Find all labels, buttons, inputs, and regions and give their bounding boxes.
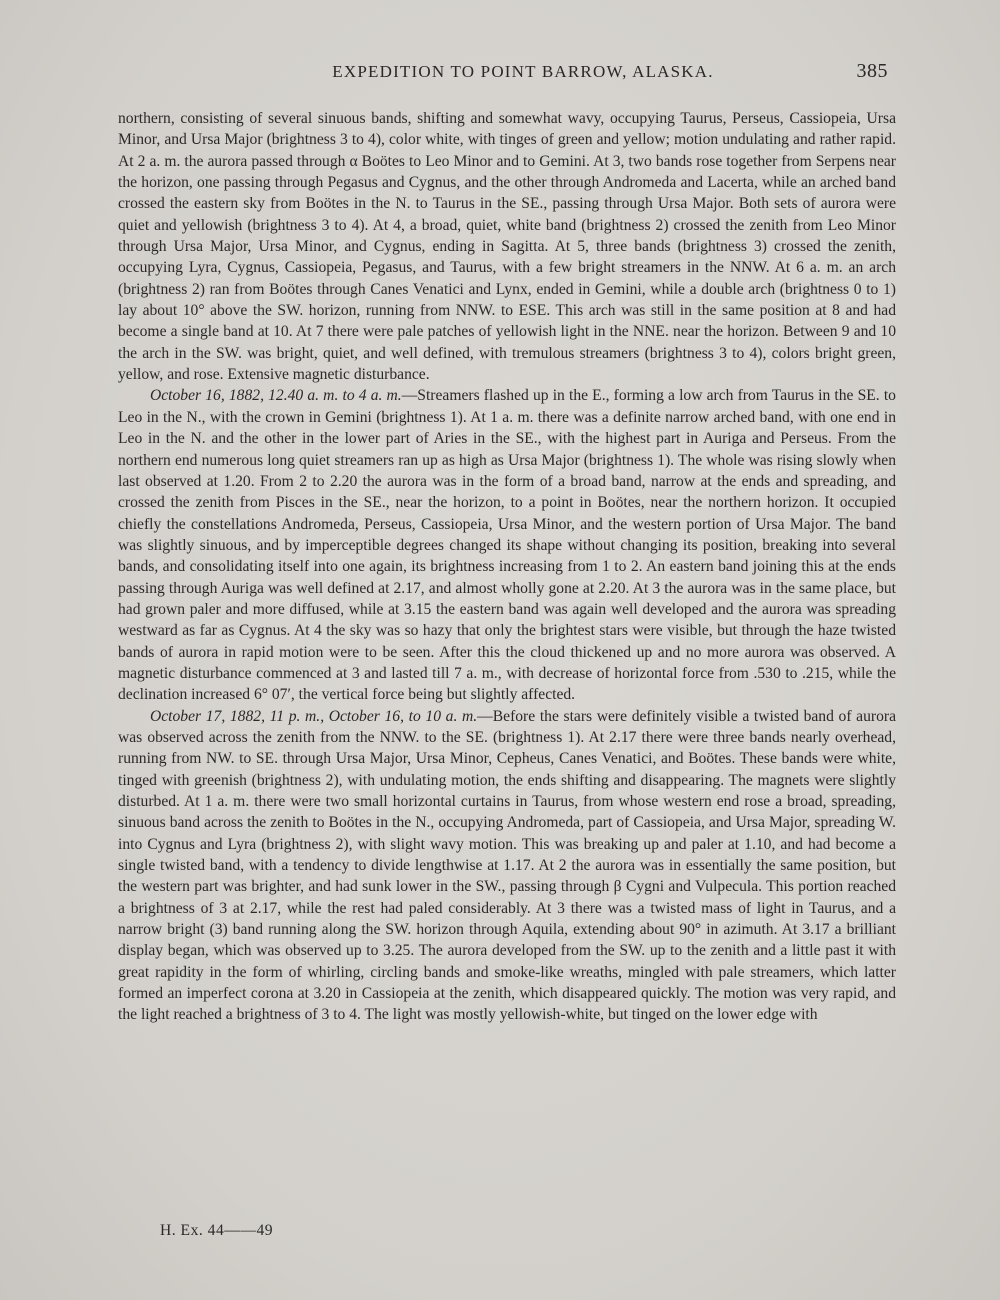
body-text bbox=[118, 108, 896, 1026]
paragraph-text: —Streamers flashed up in the E., forming a low arch from Taurus in the SE. to Leo in the N., with the crown in Gemini (brightness 1). At 1 a. m. there was a definite narrow arched band, with one end in Leo in the N. and the other in the lower part of Aries in the SE., with the highest part in Auriga and Perseus. From the northern end numerous long quiet streamers ran up as high as Ursa Major (brightness 1). The whole was rising slowly when last observed at 1.20. From 2 to 2.20 the aurora was in the form of a broad band, narrow at the ends and spreading, and crossed the zenith from Pisces in the SE., near the horizon, to a point in Boötes, near the northern horizon. It occupied chiefly the constellations Andromeda, Perseus, Cassiopeia, Ursa Minor, and the western portion of Ursa Major. The band was slightly sinuous, and by imperceptible degrees changed its shape without changing its position, breaking into several bands, and consolidating itself into one again, its brightness increasing from 1 to 2. An eastern band joining this at the ends passing through Auriga was well defined at 2.17, and almost wholly gone at 2.20. At 3 the aurora was in the same place, but had grown paler and more diffused, while at 3.15 the eastern band was again well developed and the aurora was spreading westward as far as Cygnus. At 4 the sky was so hazy that only the brightest stars were visible, but through the haze twisted bands of aurora in rapid motion were to be seen. After this the cloud thickened up and no more aurora was observed. A magnetic disturbance commenced at 3 and lasted till 7 a. m., with decrease of horizontal force from .530 to .215, while the declination increased 6° 07′, the vertical force being but slightly affected. bbox=[118, 387, 896, 704]
paragraph-text: —Before the stars were definitely visible a twisted band of aurora was observed across the zenith from the NNW. to the SE. (brightness 1). At 2.17 there were three bands nearly overhead, running from NW. to SE. through Ursa Major, Ursa Minor, Cepheus, Canes Venatici, and Boötes. These bands were white, tinged with greenish (brightness 2), with undulating motion, the ends shifting and disappearing. The magnets were slightly disturbed. At 1 a. m. there were two small horizontal curtains in Taurus, from whose western end rose a broad, spreading, sinuous band across the zenith to Boötes in the N., occupying Andromeda, part of Cassiopeia, and Ursa Major, spreading W. into Cygnus and Lyra (brightness 2), with slight wavy motion. This was breaking up and paler at 1.10, and had become a single twisted band, with a tendency to divide lengthwise at 1.17. At 2 the aurora was in essentially the same position, but the western part was brighter, and had sunk lower in the SW., passing through β Cygni and Vulpecula. This portion reached a brightness of 3 at 2.17, while the rest had paled considerably. At 3 there was a twisted mass of light in Taurus, and a narrow bright (3) band running along the SW. horizon through Aquila, extending about 90° in azimuth. At 3.17 a brilliant display began, which was observed up to 3.25. The aurora developed from the SW. up to the zenith and a little past it with great rapidity in the form of whirling, circling bands and smoke-like wreaths, mingled with pale streamers, which latter formed an imperfect corona at 3.20 in Cassiopeia at the zenith, which disappeared quickly. The motion was very rapid, and the light reached a brightness of 3 to 4. The light was mostly yellowish-white, but tinged on the lower edge with bbox=[118, 707, 896, 1024]
paragraph-continuation bbox=[118, 108, 896, 385]
entry-date-heading: October 16, 1882, 12.40 a. m. to 4 a. m. bbox=[150, 387, 402, 405]
paragraph-october-16 bbox=[118, 385, 896, 705]
page-number: 385 bbox=[856, 60, 888, 82]
signature-line: H. Ex. 44——49 bbox=[160, 1222, 274, 1239]
running-title: EXPEDITION TO POINT BARROW, ALASKA. bbox=[332, 62, 714, 81]
entry-date-heading: October 17, 1882, 11 p. m., October 16, to 10 a. m. bbox=[150, 707, 478, 725]
paragraph-text: northern, consisting of several sinuous bands, shifting and somewhat wavy, occupying Taurus, Perseus, Cassiopeia, Ursa Minor, and Ursa Major (brightness 3 to 4), color white, with tinges of green and yellow; motion undulating and rather rapid. At 2 a. m. the aurora passed through α Boötes to Leo Minor and to Gemini. At 3, two bands rose together from Serpens near the horizon, one passing through Pegasus and Cygnus, and the other through Andromeda and Lacerta, while an arched band crossed the eastern sky from Boötes in the N. to Taurus in the SE., passing through Ursa Major. Both sets of aurora were quiet and yellowish (brightness 3 to 4). At 4, a broad, quiet, white band (brightness 2) crossed the zenith from Leo Minor through Ursa Major, Ursa Minor, and Cygnus, ending in Sagitta. At 5, three bands (brightness 3) crossed the zenith, occupying Lyra, Cygnus, Cassiopeia, Pegasus, and Taurus, with a few bright streamers in the NNW. At 6 a. m. an arch (brightness 2) ran from Boötes through Canes Venatici and Lynx, ended in Gemini, while a double arch (brightness 0 to 1) lay about 10° above the SW. horizon, running from NNW. to ESE. This arch was still in the same position at 8 and had become a single band at 10. At 7 there were pale patches of yellowish light in the NNE. near the horizon. Between 9 and 10 the arch in the SW. was bright, quiet, and well defined, with tremulous streamers (brightness 3 to 4), colors bright green, yellow, and rose. Extensive magnetic disturbance. bbox=[118, 110, 896, 384]
page-header bbox=[118, 60, 888, 90]
paragraph-october-17 bbox=[118, 706, 896, 1026]
